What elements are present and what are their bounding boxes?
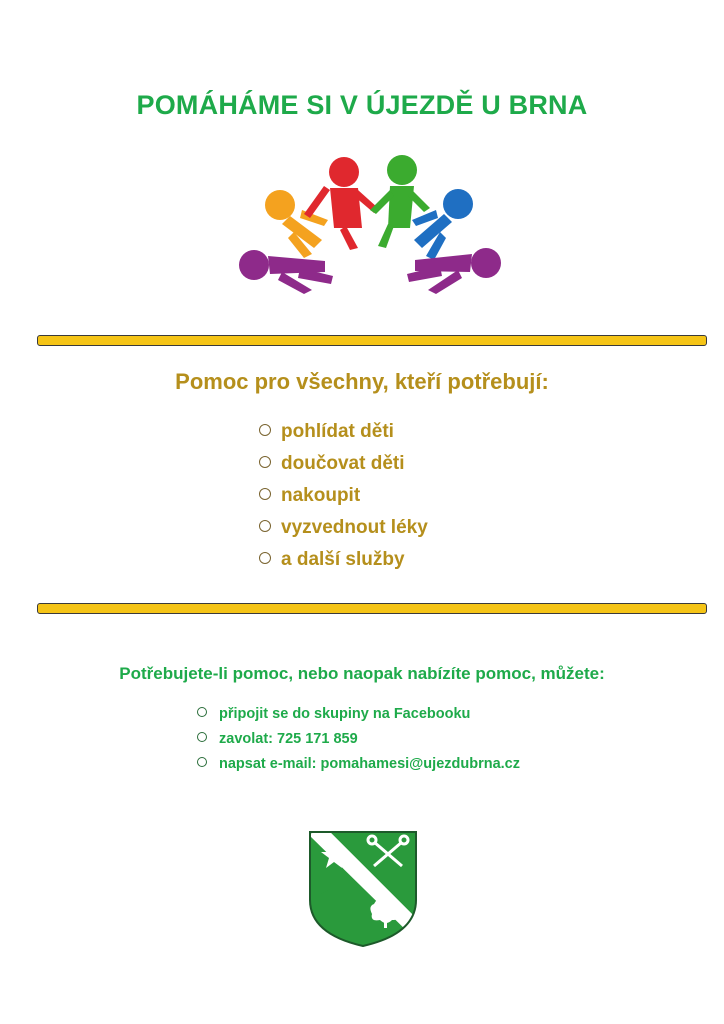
list-item xyxy=(259,480,428,512)
purple-person-left-icon xyxy=(239,250,333,294)
service-label: nakoupit xyxy=(281,485,361,506)
service-label: vyzvednout léky xyxy=(281,517,428,538)
service-label: pohlídat děti xyxy=(281,421,394,442)
circle-bullet-icon xyxy=(259,488,271,500)
circle-bullet-icon xyxy=(197,707,207,717)
facebook-group-link[interactable]: připojit se do skupiny na Facebooku xyxy=(219,706,471,722)
circle-bullet-icon xyxy=(259,520,271,532)
contact-heading: Potřebujete-li pomoc, nebo naopak nabízíte pomoc, můžete: xyxy=(119,664,605,683)
divider-bottom xyxy=(37,603,707,614)
circle-bullet-icon xyxy=(259,552,271,564)
people-circle-icon xyxy=(230,148,510,296)
circle-bullet-icon xyxy=(197,757,207,767)
list-item xyxy=(259,544,428,576)
services-list xyxy=(259,416,428,576)
circle-bullet-icon xyxy=(197,732,207,742)
municipal-crest-icon xyxy=(308,830,418,948)
service-label: a další služby xyxy=(281,549,405,570)
help-subtitle: Pomoc pro všechny, kteří potřebují: xyxy=(175,369,549,394)
service-label: doučovat děti xyxy=(281,453,405,474)
page-title: POMÁHÁME SI V ÚJEZDĚ U BRNA xyxy=(136,90,588,120)
list-item xyxy=(259,416,428,448)
list-item xyxy=(197,752,520,777)
circle-bullet-icon xyxy=(259,424,271,436)
list-item xyxy=(197,727,520,752)
purple-person-right-icon xyxy=(407,248,501,294)
circle-bullet-icon xyxy=(259,456,271,468)
divider-top xyxy=(37,335,707,346)
contact-list xyxy=(197,702,520,777)
list-item xyxy=(197,702,520,727)
list-item xyxy=(259,448,428,480)
list-item xyxy=(259,512,428,544)
email-contact-link[interactable]: napsat e-mail: pomahamesi@ujezdubrna.cz xyxy=(219,756,520,772)
phone-contact[interactable]: zavolat: 725 171 859 xyxy=(219,731,358,747)
